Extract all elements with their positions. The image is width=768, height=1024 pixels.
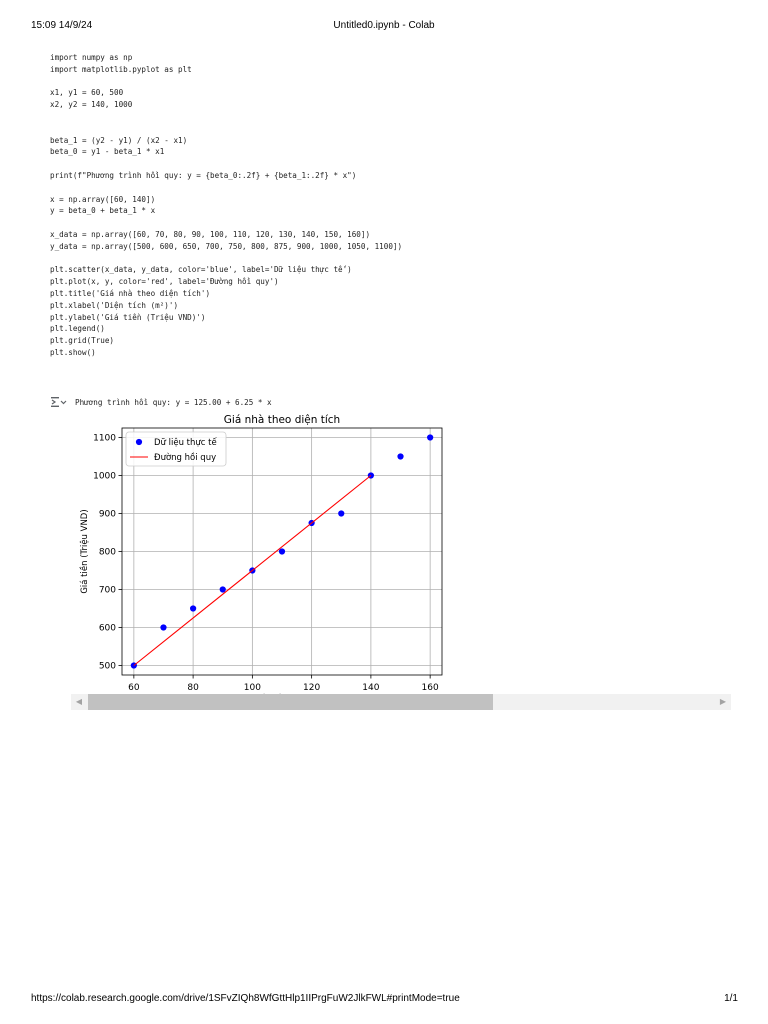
- y-tick-label: 900: [98, 509, 116, 520]
- code-line: plt.legend(): [50, 324, 105, 334]
- print-header: [0, 0, 768, 40]
- code-line: [50, 76, 740, 88]
- scatter-chart: [70, 412, 450, 694]
- legend-marker-scatter: [136, 439, 142, 445]
- y-tick-label: 1000: [93, 471, 116, 482]
- x-tick-label: 100: [243, 683, 261, 693]
- x-tick-label: 60: [128, 683, 140, 693]
- code-line: plt.xlabel('Diện tích (m²)'): [50, 300, 179, 310]
- code-line: import matplotlib.pyplot as plt: [50, 64, 192, 74]
- scroll-right-icon[interactable]: ▶: [719, 697, 727, 706]
- y-tick-label: 500: [98, 661, 116, 672]
- x-tick-label: 140: [362, 683, 380, 693]
- scatter-point: [220, 586, 226, 592]
- code-line: plt.plot(x, y, color='red', label='Đường hồi quy'): [50, 277, 279, 287]
- code-line: x2, y2 = 140, 1000: [50, 100, 133, 110]
- y-axis-label: Giá tiền (Triệu VND): [80, 509, 90, 594]
- print-page-title: Untitled0.ipynb - Colab: [333, 20, 435, 31]
- horizontal-scrollbar[interactable]: [71, 694, 731, 710]
- code-line: [50, 253, 740, 265]
- scroll-left-icon[interactable]: ◀: [75, 697, 83, 706]
- y-tick-label: 700: [98, 585, 116, 596]
- print-datetime: 15:09 14/9/24: [31, 20, 93, 31]
- x-tick-label: 120: [303, 683, 321, 693]
- code-line: import numpy as np: [50, 53, 133, 62]
- print-footer: [0, 988, 768, 1008]
- code-line: x_data = np.array([60, 70, 80, 90, 100, 110, 120, 130, 140, 150, 160]): [50, 229, 371, 239]
- page-count: 1/1: [724, 993, 738, 1004]
- code-line: print(f"Phương trình hồi quy: y = {beta_0:.2f} + {beta_1:.2f} * x"): [50, 170, 357, 180]
- x-tick-label: 80: [187, 683, 199, 693]
- code-line: [50, 217, 740, 229]
- x-tick-label: 160: [421, 683, 439, 693]
- legend-label-line: Đường hồi quy: [154, 453, 217, 463]
- y-tick-label: 800: [98, 547, 116, 558]
- code-line: beta_0 = y1 - beta_1 * x1: [50, 147, 165, 157]
- scatter-point: [160, 624, 166, 630]
- scatter-point: [279, 548, 285, 554]
- scatter-point: [427, 434, 433, 440]
- output-text: Phương trình hồi quy: y = 125.00 + 6.25 * x: [75, 398, 272, 407]
- code-line: beta_1 = (y2 - y1) / (x2 - x1): [50, 135, 188, 145]
- scatter-point: [190, 605, 196, 611]
- scatter-point: [397, 453, 403, 459]
- code-line: [50, 158, 740, 170]
- y-tick-label: 1100: [93, 433, 116, 444]
- scatter-point: [338, 510, 344, 516]
- code-line: x1, y1 = 60, 500: [50, 88, 124, 98]
- output-toggle-icon[interactable]: [50, 396, 68, 408]
- chart-title: Giá nhà theo diện tích: [223, 414, 341, 426]
- code-line: plt.title('Giá nhà theo diện tích'): [50, 288, 211, 298]
- code-line: plt.ylabel('Giá tiền (Triệu VND)'): [50, 312, 206, 322]
- chart-figure: [70, 412, 450, 694]
- print-url: https://colab.research.google.com/drive/1SFvZIQh8WfGttHlp1IIPrgFuW2JlkFWL#printMode=true: [31, 993, 460, 1004]
- code-line: x = np.array([60, 140]): [50, 194, 156, 204]
- code-line: [50, 123, 740, 135]
- y-tick-label: 600: [98, 623, 116, 634]
- code-line: y = beta_0 + beta_1 * x: [50, 206, 156, 216]
- legend-label-scatter: Dữ liệu thực tế: [154, 438, 217, 448]
- code-cell[interactable]: [50, 52, 740, 359]
- scrollbar-thumb[interactable]: [88, 694, 493, 710]
- code-line: y_data = np.array([500, 600, 650, 700, 750, 800, 875, 900, 1000, 1050, 1100]): [50, 241, 403, 251]
- code-line: plt.show(): [50, 347, 96, 357]
- code-line: [50, 111, 740, 123]
- code-line: plt.scatter(x_data, y_data, color='blue', label='Dữ liệu thực tế'): [50, 265, 352, 275]
- code-line: plt.grid(True): [50, 336, 115, 346]
- code-line: [50, 182, 740, 194]
